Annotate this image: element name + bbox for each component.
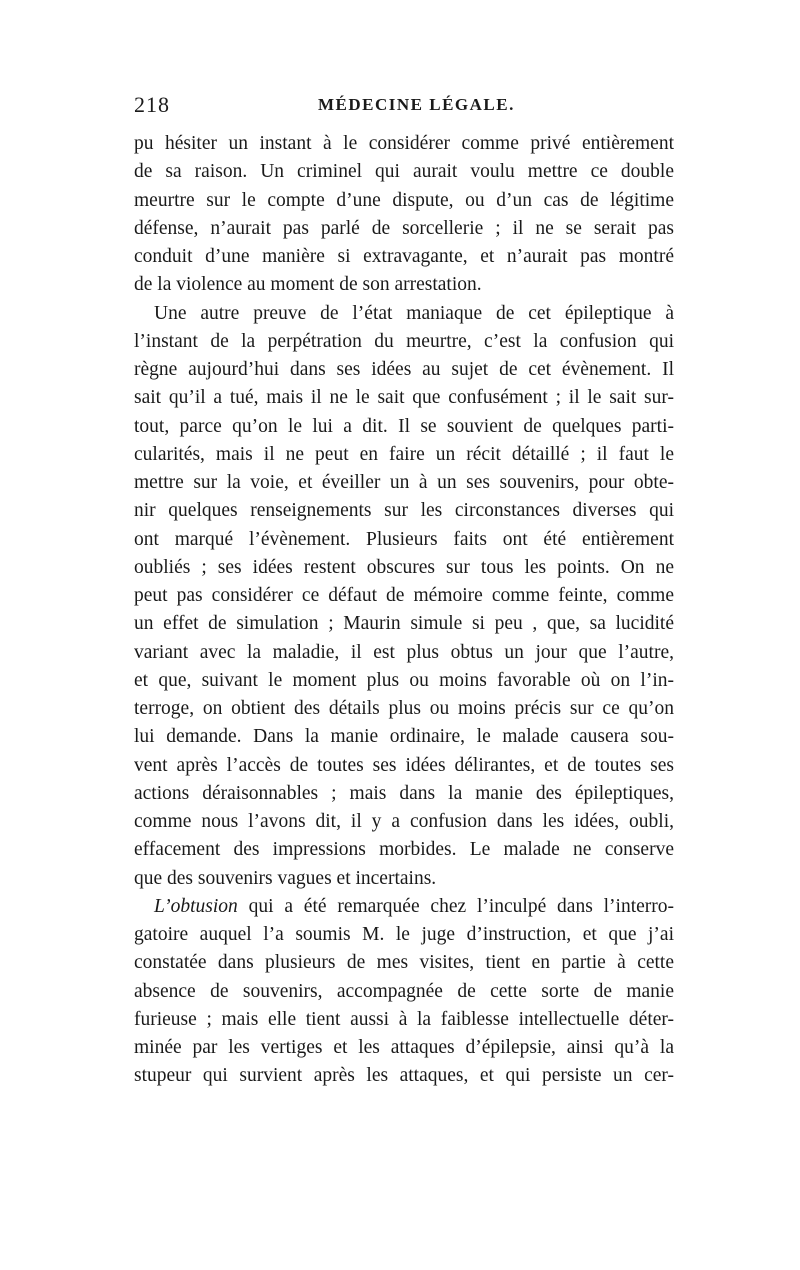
text-line-9: règne aujourd’hui dans ses idées au sujet de cet évènement. Il	[134, 359, 674, 380]
text-line-1: pu hésiter un instant à le considérer comme privé entièrement	[134, 133, 674, 154]
text-line-10: sait qu’il a tué, mais il ne le sait que confusément ; il le sait sur-	[134, 387, 674, 409]
text-line-11: tout, parce qu’on le lui a dit. Il se souvient de quelques parti-	[134, 415, 674, 437]
text-line-25: comme nous l’avons dit, il y a confusion dans les idées, oubli,	[134, 811, 674, 832]
text-line-7: Une autre preuve de l’état maniaque de cet épileptique à	[154, 302, 674, 324]
text-line-33: minée par les vertiges et les attaques d’épilepsie, ainsi qu’à la	[134, 1037, 674, 1058]
running-head	[134, 92, 674, 122]
text-line-15: ont marqué l’évènement. Plusieurs faits ont été entièrement	[134, 528, 674, 550]
text-line-14: nir quelques renseignements sur les circonstances diverses qui	[134, 500, 674, 522]
text-line-28-rest: qui a été remarquée chez l’inculpé dans l’interro-	[248, 895, 674, 917]
text-line-28	[134, 893, 674, 921]
text-line-30: constatée dans plusieurs de mes visites, tient en partie à cette	[134, 952, 674, 974]
text-line-12: cularités, mais il ne peut en faire un récit détaillé ; il faut le	[134, 443, 674, 465]
text-line-26: effacement des impressions morbides. Le malade ne conserve	[134, 839, 674, 861]
text-line-21: terroge, on obtient des détails plus ou moins précis sur ce qu’on	[134, 698, 674, 719]
text-line-13: mettre sur la voie, et éveiller un à un ses souvenirs, pour obte-	[134, 472, 674, 493]
text-line-18: un effet de simulation ; Maurin simule si peu , que, sa lucidité	[134, 613, 674, 635]
text-line-22: lui demande. Dans la manie ordinaire, le malade causera sou-	[134, 726, 674, 748]
page-number: 218	[134, 92, 170, 117]
text-line-3: meurtre sur le compte d’une dispute, ou d’un cas de légitime	[134, 189, 674, 211]
text-line-24: actions déraisonnables ; mais dans la manie des épileptiques,	[134, 782, 674, 804]
body-text	[134, 130, 674, 1091]
text-line-2: de sa raison. Un criminel qui aurait voulu mettre ce double	[134, 161, 674, 183]
text-line-19: variant avec la maladie, il est plus obtus un jour que l’autre,	[134, 641, 674, 663]
italic-lead-word: L’obtusion	[154, 895, 238, 917]
text-line-27: que des souvenirs vagues et incertains.	[134, 867, 437, 889]
text-line-5: conduit d’une manière si extravagante, et n’aurait pas montré	[134, 246, 674, 267]
text-line-8: l’instant de la perpétration du meurtre, c’est la confusion qui	[134, 330, 674, 352]
text-line-31: absence de souvenirs, accompagnée de cette sorte de manie	[134, 980, 674, 1002]
text-line-29: gatoire auquel l’a soumis M. le juge d’instruction, et que j’ai	[134, 924, 674, 945]
text-line-20: et que, suivant le moment plus ou moins favorable où on l’in-	[134, 669, 674, 691]
text-line-34: stupeur qui survient après les attaques, et qui persiste un cer-	[134, 1065, 674, 1087]
text-line-23: vent après l’accès de toutes ses idées délirantes, et de toutes ses	[134, 754, 674, 776]
running-title: MÉDECINE LÉGALE.	[318, 95, 515, 114]
text-line-17: peut pas considérer ce défaut de mémoire comme feinte, comme	[134, 585, 674, 606]
text-line-16: oubliés ; ses idées restent obscures sur tous les points. On ne	[134, 556, 674, 578]
text-line-6: de la violence au moment de son arrestation.	[134, 274, 482, 296]
text-line-4: défense, n’aurait pas parlé de sorcellerie ; il ne se serait pas	[134, 217, 674, 239]
text-line-32: furieuse ; mais elle tient aussi à la faiblesse intellectuelle déter-	[134, 1008, 674, 1030]
